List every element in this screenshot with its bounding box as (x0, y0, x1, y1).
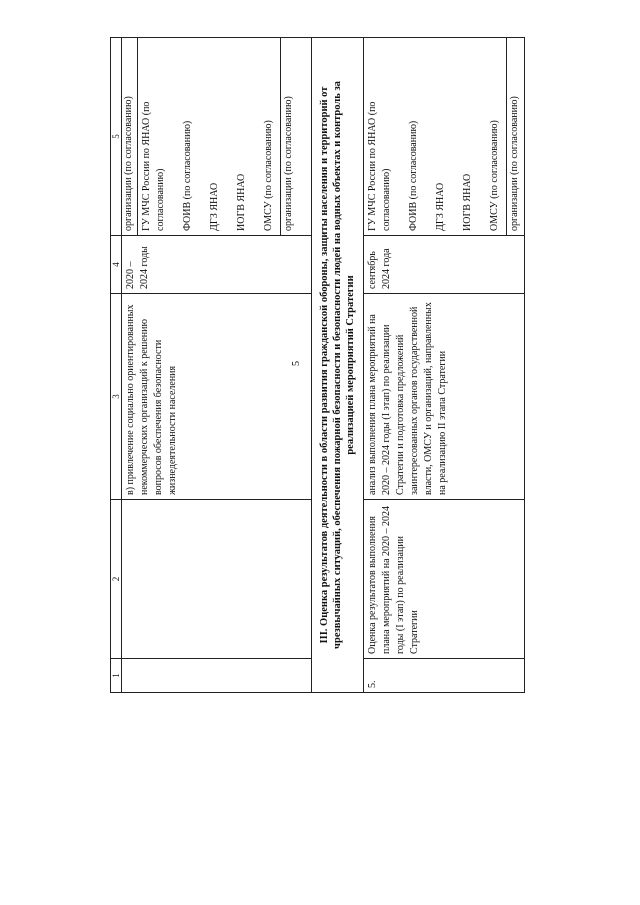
document-sheet (110, 38, 522, 693)
row-number-cell (122, 659, 312, 693)
deadline-cell: 2020 – 2024 годы (122, 236, 312, 294)
goal-cell: Оценка результатов выполнения плана мероприятий на 2020 – 2024 годы (I этап) по реализации Стратегии (364, 500, 525, 659)
header-col-1: 1 (111, 659, 122, 693)
table-row (122, 38, 312, 693)
responsible-item: ФОИВ (по согласованию) (408, 120, 419, 231)
responsible-item: ИОГВ ЯНАО (462, 173, 473, 231)
page-number: 5 (290, 361, 302, 366)
section-title: III. Оценка результатов деятельности в области развития гражданской обороны, защиты населения и территорий от чрезвычайных ситуаций, обеспечения пожарной безопасности и безопасности людей на водных объектах и контроль за реализацией мероприятий Стратегии (312, 38, 364, 693)
section-header-row (312, 38, 364, 693)
header-col-5: 5 (111, 38, 122, 236)
responsible-item: ГУ МЧС России по ЯНАО (по согласованию) (141, 101, 166, 231)
measure-cell: анализ выполнения плана мероприятий на 2020 – 2024 годы (I этап) по реализации Стратегии и подготовка предложений заинтересованных органов государственной власти, ОМСУ и организаций, направленных на реализацию II этапа Стратегии (364, 294, 525, 500)
measure-cell: в) привлечение социально ориентированных некоммерческих организаций к решению вопросов обеспечения безопасности жизнедеятельности населения (122, 294, 312, 500)
responsible-item: ОМСУ (по согласованию) (263, 120, 274, 231)
responsible-cell (122, 38, 312, 236)
responsible-item: ДГЗ ЯНАО (209, 182, 220, 231)
deadline-cell: сентябрь 2024 года (364, 236, 525, 294)
goal-cell (122, 500, 312, 659)
responsible-item: ОМСУ (по согласованию) (489, 120, 500, 231)
responsible-item: ГУ МЧС России по ЯНАО (по согласованию) (367, 101, 392, 231)
row-number-cell: 5. (364, 659, 525, 693)
table-header-row (111, 38, 122, 693)
header-col-3: 3 (111, 294, 122, 500)
responsible-item: ДГЗ ЯНАО (435, 182, 446, 231)
responsible-item: организации (по согласованию) (506, 38, 522, 235)
responsible-item: ИОГВ ЯНАО (236, 173, 247, 231)
rotated-table-container (110, 38, 522, 693)
strategy-plan-table (110, 37, 525, 693)
responsible-item: ФОИВ (по согласованию) (182, 120, 193, 231)
header-col-4: 4 (111, 236, 122, 294)
responsible-item: организации (по согласованию) (280, 38, 296, 235)
table-row (364, 38, 525, 693)
responsible-carryover: организации (по согласованию) (122, 38, 138, 235)
header-col-2: 2 (111, 500, 122, 659)
responsible-cell (364, 38, 525, 236)
